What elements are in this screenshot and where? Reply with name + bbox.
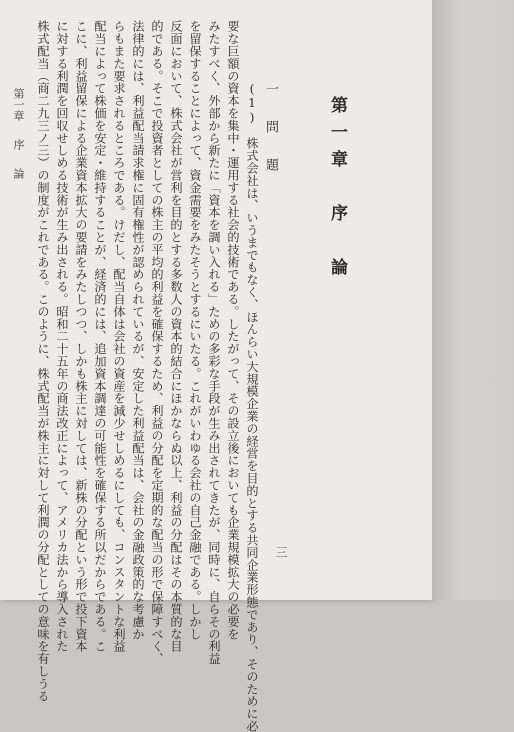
running-header-title-a: 序 [12,139,25,150]
page-number: 三 [274,546,288,558]
body-line: 要な巨額の資本を集中・運用する社会的技術である。したがって、その設立後においても企業規模拡大の必要を [226,20,240,640]
body-line: みたすべく、外部から新たに「資本を調い入れる」ための多彩な手段が生み出されてきたが、同時に、自らその利益 [207,20,221,665]
body-line: 反面において、株式会社が営利を目的とする多数人の資本的結合にほかならぬ以上、利益の分配はその本質的な目 [169,20,183,653]
running-header-chapter: 第一章 [12,88,25,121]
body-line: に対する利潤を回収せしめる技術が生み出される。昭和二十五年の商法改正によって、アメリカ法から導入された [55,20,69,653]
running-header-title-b: 論 [12,168,25,179]
body-line: 株式配当（商二九三ノ三）の制度がこれである。このように、株式配当が株主に対して利潤の分配としての意味を有しうる [36,20,50,702]
body-line: らもまた要求されるところである。けだし、配当自体は会社の資産を減少せしめるにしても、コンスタントな利益 [112,20,126,653]
body-line: 配当によって株価を安定・維持することが、経済的には、追加資本調達の可能性を確保する所以だからである。こ [93,20,107,653]
page-edge-shadow [432,0,514,600]
body-line: 的である。そこで投資者としての株主の平均的利益を確保するため、利益の分配を定期的な配当の形で保障すべく、 [150,20,164,665]
chapter-title: 第一章 序 論 [327,96,347,285]
body-line: を留保することによって、資金需要をみたそうとするにいたる。これがいわゆる会社の自己金融である。しかし [188,20,202,640]
body-line: (1) 株式会社は、いうまでもなく、ほんらい大規模企業の経営を目的とする共同企業形態であり、そのために必 [245,82,259,732]
body-line: 法律的には、利益配当請求権に固有権性が認められているが、安定した利益配当は、会社の金融政策的な考慮か [131,20,145,640]
section-heading: 一 問 題 [263,82,278,177]
body-line: こに、利益留保による企業資本拡大の要請をみたしつつ、しかも株主に対しては、新株の分配という形で投下資本 [74,20,88,653]
running-header [10,88,26,328]
